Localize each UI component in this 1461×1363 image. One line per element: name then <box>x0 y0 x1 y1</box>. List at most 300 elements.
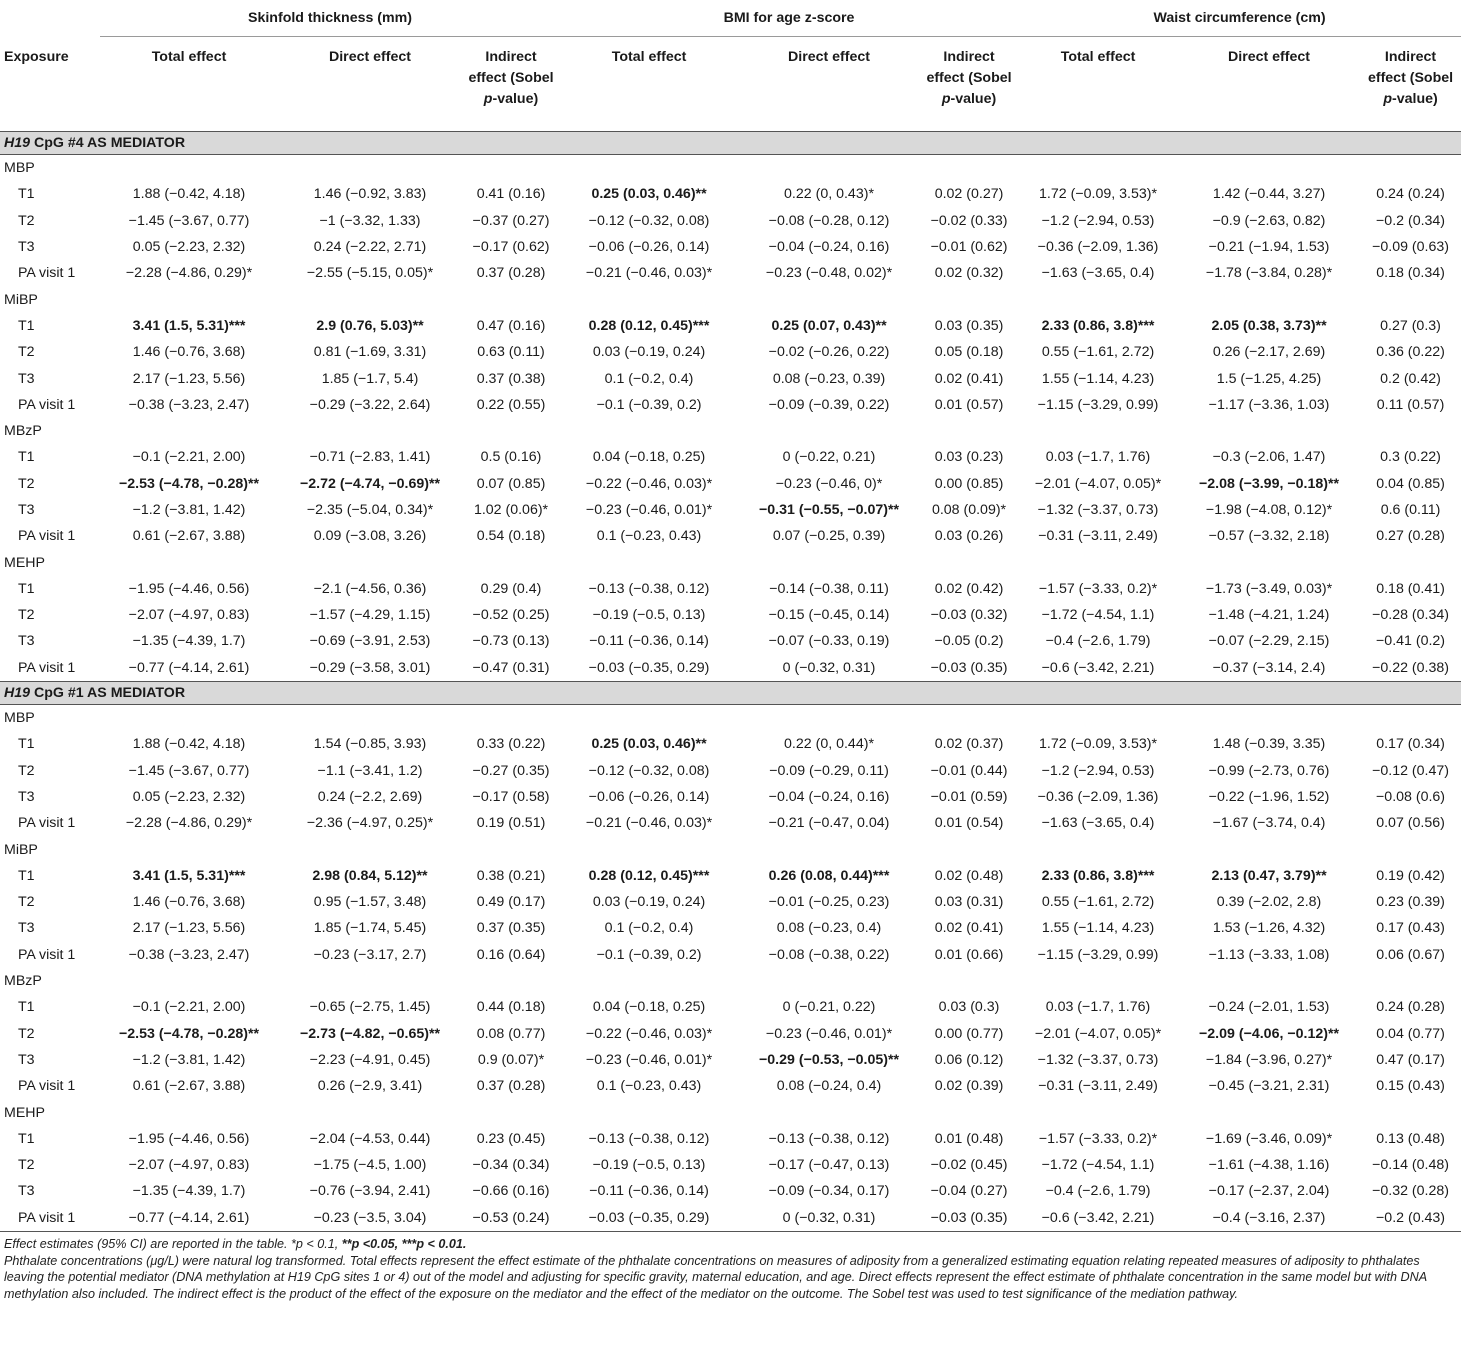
effect-cell: 0.05 (−2.23, 2.32) <box>132 239 246 256</box>
effect-cell: 0.18 (0.34) <box>1376 265 1445 282</box>
effect-cell: −0.37 (−3.14, 2.4) <box>1178 655 1360 682</box>
table-row <box>0 994 1461 1020</box>
effect-cell: −1.61 (−4.38, 1.16) <box>1208 1157 1330 1174</box>
effect-cell: 0.04 (0.85) <box>1376 475 1445 492</box>
effect-cell: −1.45 (−3.67, 0.77) <box>128 212 250 229</box>
effect-cell: 1.72 (−0.09, 3.53)* <box>1039 186 1157 203</box>
table-row <box>0 1205 1461 1232</box>
timepoint-label: T2 <box>18 475 35 492</box>
effect-cell: −0.03 (0.32) <box>930 607 1008 624</box>
effect-cell: 1.46 (−0.76, 3.68) <box>132 344 246 361</box>
effect-cell: 1.72 (−0.09, 3.53)* <box>1039 736 1157 753</box>
exposure-group-row <box>0 549 1461 575</box>
effect-cell: −0.08 (0.6) <box>1376 788 1446 805</box>
effect-cell: 0.47 (0.16) <box>476 317 546 334</box>
effect-cell: −0.34 (0.34) <box>472 1157 550 1174</box>
effect-cell: −0.13 (−0.38, 0.12) <box>768 1130 890 1147</box>
effect-cell: 0.47 (0.17) <box>1376 1051 1445 1068</box>
effect-cell: −0.76 (−3.94, 2.41) <box>309 1183 431 1200</box>
effect-cell: 0.16 (0.64) <box>476 946 546 963</box>
effect-cell: 0.11 (0.57) <box>1376 396 1445 413</box>
exposure-group-row <box>0 418 1461 444</box>
table-row <box>0 365 1461 391</box>
effect-cell: 0.03 (0.35) <box>934 317 1004 334</box>
effect-cell: −2.07 (−4.97, 0.83) <box>128 1157 250 1174</box>
effect-cell: −1.73 (−3.49, 0.03)* <box>1205 580 1333 597</box>
exposure-group-row <box>0 286 1461 312</box>
effect-cell: −0.23 (−0.46, 0.01)* <box>585 502 713 518</box>
effect-cell: 0.02 (0.37) <box>934 736 1004 753</box>
effect-cell: 0.37 (0.28) <box>476 265 546 282</box>
effect-cell: 0.61 (−2.67, 3.88) <box>132 528 246 545</box>
table-row <box>0 1047 1461 1073</box>
effect-cell: −0.23 (−0.46, 0)* <box>775 475 883 492</box>
effect-cell: 0.06 (0.67) <box>1376 946 1445 963</box>
effect-cell: 0.29 (0.4) <box>480 580 542 597</box>
effect-cell: −1.67 (−3.74, 0.4) <box>1212 815 1326 832</box>
effect-cell: −1.63 (−3.65, 0.4) <box>1041 815 1155 832</box>
effect-cell: −0.31 (−3.11, 2.49) <box>1038 1078 1158 1095</box>
effect-cell: 2.98 (0.84, 5.12)** <box>312 867 428 884</box>
table-row <box>0 784 1461 810</box>
effect-cell: −0.03 (0.35) <box>920 1205 1018 1232</box>
effect-cell: 0.03 (0.3) <box>938 999 1000 1016</box>
timepoint-label: PA visit 1 <box>18 265 76 282</box>
effect-cell: −0.77 (−4.14, 2.61) <box>100 655 278 682</box>
timepoint-label: T1 <box>18 867 35 884</box>
table-body <box>0 132 1461 1232</box>
timepoint-label: T1 <box>18 317 35 334</box>
effect-cell: 2.33 (0.86, 3.8)*** <box>1041 317 1155 334</box>
table-row <box>0 497 1461 523</box>
effect-cell: 0.38 (0.21) <box>476 867 546 884</box>
effect-cell: 0.04 (−0.18, 0.25) <box>592 449 706 466</box>
timepoint-label: T1 <box>18 736 35 753</box>
effect-cell: 1.48 (−0.39, 3.35) <box>1212 736 1326 753</box>
timepoint-label: PA visit 1 <box>0 1205 100 1232</box>
effect-cell: −2.23 (−4.91, 0.45) <box>309 1051 431 1068</box>
effect-cell: −0.29 (−3.22, 2.64) <box>309 396 431 413</box>
exposure-group-row <box>0 968 1461 994</box>
effect-cell: −0.9 (−2.63, 0.82) <box>1212 212 1326 229</box>
effect-cell: −2.53 (−4.78, −0.28)** <box>118 1025 259 1042</box>
effect-cell: 1.85 (−1.7, 5.4) <box>321 370 419 387</box>
effect-cell: 1.46 (−0.92, 3.83) <box>313 186 427 203</box>
effect-cell: 0.1 (−0.2, 0.4) <box>604 920 694 937</box>
total-effect-header: Total effect <box>611 49 687 65</box>
total-effect-header: Total effect <box>1060 49 1136 65</box>
effect-cell: 0.02 (0.39) <box>934 1078 1004 1095</box>
effect-cell: −2.01 (−4.07, 0.05)* <box>1034 1025 1162 1042</box>
effect-cell: 0.02 (0.41) <box>934 370 1004 387</box>
effect-cell: 0.1 (−0.2, 0.4) <box>604 370 694 387</box>
effect-cell: −0.77 (−4.14, 2.61) <box>100 1205 278 1232</box>
effect-cell: −0.02 (0.33) <box>930 212 1008 229</box>
effect-cell: −2.08 (−3.99, −0.18)** <box>1199 475 1340 492</box>
effect-cell: −0.09 (−0.29, 0.11) <box>769 762 889 779</box>
effect-cell: −0.08 (−0.38, 0.22) <box>768 946 890 963</box>
effect-cell: −0.36 (−2.09, 1.36) <box>1037 788 1159 805</box>
effect-cell: −1.75 (−4.5, 1.00) <box>313 1157 427 1174</box>
timepoint-label: T2 <box>18 607 35 624</box>
effect-cell: −0.01 (0.62) <box>930 239 1008 256</box>
effect-cell: 0.37 (0.35) <box>476 920 546 937</box>
effect-cell: 0.08 (0.77) <box>476 1025 546 1042</box>
effect-cell: −2.28 (−4.86, 0.29)* <box>125 815 253 832</box>
footnote-significance <box>4 1236 1459 1253</box>
effect-cell: −0.04 (−0.24, 0.16) <box>768 239 890 256</box>
effect-cell: 0.23 (0.45) <box>476 1130 546 1147</box>
table-row <box>0 392 1461 418</box>
effect-cell: −1.57 (−4.29, 1.15) <box>309 607 431 624</box>
effect-cell: −0.02 (−0.26, 0.22) <box>768 344 890 361</box>
timepoint-label: PA visit 1 <box>18 396 76 413</box>
effect-cell: −0.38 (−3.23, 2.47) <box>128 396 250 413</box>
timepoint-label: T2 <box>18 1157 35 1174</box>
effect-cell: −0.23 (−3.5, 3.04) <box>278 1205 462 1232</box>
table-row <box>0 915 1461 941</box>
effect-cell: −0.2 (0.43) <box>1360 1205 1461 1232</box>
mediator-section-title: H19 CpG #4 AS MEDIATOR <box>0 132 1461 155</box>
effect-cell: 0.08 (−0.24, 0.4) <box>776 1078 882 1095</box>
effect-cell: −0.23 (−3.17, 2.7) <box>313 946 427 963</box>
effect-cell: −1.2 (−2.94, 0.53) <box>1041 762 1155 779</box>
effect-cell: 0.49 (0.17) <box>476 894 546 911</box>
effect-cell: 0.24 (0.28) <box>1376 999 1445 1016</box>
effect-cell: 0.44 (0.18) <box>476 999 546 1016</box>
effect-cell: −0.32 (0.28) <box>1372 1183 1449 1200</box>
effect-cell: 1.88 (−0.42, 4.18) <box>132 186 246 203</box>
effect-cell: −0.71 (−2.83, 1.41) <box>309 449 431 466</box>
effect-cell: −0.57 (−3.32, 2.18) <box>1208 528 1330 545</box>
effect-cell: −0.29 (−0.53, −0.05)** <box>759 1051 900 1068</box>
table-row <box>0 889 1461 915</box>
table-row <box>0 523 1461 549</box>
effect-cell: −0.02 (0.45) <box>930 1157 1008 1174</box>
exposure-name: MEHP <box>4 1104 45 1121</box>
timepoint-label: T3 <box>18 633 35 650</box>
timepoint-label: T3 <box>18 1183 35 1200</box>
effect-cell: −0.14 (0.48) <box>1372 1157 1449 1174</box>
effect-cell: 0.05 (0.18) <box>934 344 1004 361</box>
timepoint-label: T3 <box>18 788 35 805</box>
effect-cell: −0.09 (0.63) <box>1372 239 1449 256</box>
effect-cell: −0.15 (−0.45, 0.14) <box>768 607 890 624</box>
effect-cell: 0.24 (−2.2, 2.69) <box>317 788 423 805</box>
effect-cell: −0.2 (0.34) <box>1376 212 1446 229</box>
sub-header-row <box>0 37 1461 132</box>
effect-cell: −2.1 (−4.56, 0.36) <box>313 580 427 597</box>
effect-cell: 0.03 (0.23) <box>934 449 1004 466</box>
table-row <box>0 1126 1461 1152</box>
effect-cell: −2.28 (−4.86, 0.29)* <box>125 265 253 282</box>
table-row <box>0 260 1461 286</box>
effect-cell: 0.00 (0.85) <box>934 475 1004 492</box>
effect-cell: −2.72 (−4.74, −0.69)** <box>299 475 440 492</box>
effect-cell: 1.46 (−0.76, 3.68) <box>132 894 246 911</box>
effect-cell: 1.5 (−1.25, 4.25) <box>1216 370 1322 387</box>
effect-cell: −0.04 (−0.24, 0.16) <box>768 788 890 805</box>
mediator-section-title: H19 CpG #1 AS MEDIATOR <box>0 681 1461 704</box>
effect-cell: 0.54 (0.18) <box>476 528 546 545</box>
effect-cell: −0.6 (−3.42, 2.21) <box>1018 655 1178 682</box>
effect-cell: −1.95 (−4.46, 0.56) <box>128 1130 250 1147</box>
effect-cell: −0.17 (−0.47, 0.13) <box>768 1157 890 1174</box>
effect-cell: −1.95 (−4.46, 0.56) <box>128 580 250 597</box>
effect-cell: 0.24 (−2.22, 2.71) <box>313 239 427 256</box>
effect-cell: −0.1 (−0.39, 0.2) <box>596 946 702 963</box>
exposure-name: MBzP <box>4 423 42 440</box>
effect-cell: −1.69 (−3.46, 0.09)* <box>1205 1130 1333 1147</box>
group-skinfold: Skinfold thickness (mm) <box>100 0 560 37</box>
table-row <box>0 655 1461 682</box>
exposure-header: Exposure <box>4 48 69 65</box>
exposure-name: MiBP <box>4 291 38 308</box>
exposure-name: MBP <box>4 710 35 727</box>
effect-cell: −0.22 (0.38) <box>1360 655 1461 682</box>
table-row <box>0 628 1461 654</box>
effect-cell: 2.13 (0.47, 3.79)** <box>1211 867 1327 884</box>
table-row <box>0 942 1461 968</box>
effect-cell: 0.28 (0.12, 0.45)*** <box>588 867 710 884</box>
timepoint-label: T2 <box>18 894 35 911</box>
effect-cell: 0.04 (−0.18, 0.25) <box>592 999 706 1016</box>
effect-cell: −0.03 (0.35) <box>920 655 1018 682</box>
group-header-spacer <box>0 0 100 37</box>
effect-cell: −2.07 (−4.97, 0.83) <box>128 607 250 624</box>
effect-cell: 0.03 (−0.19, 0.24) <box>592 894 706 911</box>
effect-cell: −1.63 (−3.65, 0.4) <box>1041 265 1155 282</box>
effect-cell: −0.07 (−0.33, 0.19) <box>768 633 890 650</box>
effect-cell: −1.45 (−3.67, 0.77) <box>128 762 250 779</box>
exposure-group-row <box>0 836 1461 862</box>
effect-cell: −0.4 (−2.6, 1.79) <box>1045 1183 1151 1200</box>
effect-cell: −0.09 (−0.39, 0.22) <box>768 396 890 413</box>
effect-cell: −0.22 (−0.46, 0.03)* <box>585 1025 713 1042</box>
table-row <box>0 863 1461 889</box>
effect-cell: 0.17 (0.43) <box>1376 920 1445 937</box>
effect-cell: 2.17 (−1.23, 5.56) <box>132 920 246 937</box>
indirect-effect-header: Indirect effect (Sobel p-value) <box>1367 49 1454 107</box>
effect-cell: −2.73 (−4.82, −0.65)** <box>299 1025 440 1042</box>
effect-cell: 0.23 (0.39) <box>1376 894 1445 911</box>
effect-cell: −0.28 (0.34) <box>1372 607 1449 624</box>
timepoint-label: PA visit 1 <box>18 815 76 832</box>
table-row <box>0 758 1461 784</box>
effect-cell: −0.38 (−3.23, 2.47) <box>128 946 250 963</box>
effect-cell: 1.55 (−1.14, 4.23) <box>1041 920 1155 937</box>
effect-cell: −0.01 (−0.25, 0.23) <box>768 894 890 911</box>
direct-effect-header: Direct effect <box>1228 49 1311 65</box>
effect-cell: 1.88 (−0.42, 4.18) <box>132 736 246 753</box>
effect-cell: 0.06 (0.12) <box>934 1051 1004 1068</box>
mediator-section-header <box>0 681 1461 704</box>
effect-cell: −2.55 (−5.15, 0.05)* <box>306 265 434 282</box>
table-row <box>0 1073 1461 1099</box>
effect-cell: −0.1 (−2.21, 2.00) <box>132 999 246 1016</box>
effect-cell: 0.26 (−2.9, 3.41) <box>317 1078 423 1095</box>
effect-cell: −1.2 (−3.81, 1.42) <box>132 1051 246 1068</box>
effect-cell: −0.03 (−0.35, 0.29) <box>560 655 738 682</box>
effect-cell: 2.17 (−1.23, 5.56) <box>132 370 246 387</box>
effect-cell: 0.6 (0.11) <box>1380 502 1441 518</box>
effect-cell: −0.73 (0.13) <box>472 633 550 650</box>
footnote-significance-a: Effect estimates (95% CI) are reported in the table. *p < 0.1, <box>4 1236 342 1251</box>
effect-cell: 0.81 (−1.69, 3.31) <box>313 344 427 361</box>
table-row <box>0 234 1461 260</box>
group-waist: Waist circumference (cm) <box>1018 0 1461 37</box>
effect-cell: 0.17 (0.34) <box>1376 736 1445 753</box>
exposure-name: MBP <box>4 160 35 177</box>
effect-cell: 0.18 (0.41) <box>1376 580 1445 597</box>
effect-cell: 0.27 (0.3) <box>1380 317 1441 334</box>
effect-cell: −0.23 (−0.46, 0.01)* <box>765 1025 893 1042</box>
group-header-row <box>0 0 1461 37</box>
effect-cell: 0.01 (0.54) <box>934 815 1004 832</box>
effect-cell: −0.12 (−0.32, 0.08) <box>588 762 710 779</box>
effect-cell: 3.41 (1.5, 5.31)*** <box>132 317 246 334</box>
effect-cell: 0.33 (0.22) <box>476 736 546 753</box>
effect-cell: −1.84 (−3.96, 0.27)* <box>1205 1051 1333 1068</box>
effect-cell: −1.2 (−2.94, 0.53) <box>1041 212 1155 229</box>
effect-cell: −0.66 (0.16) <box>472 1183 550 1200</box>
mediator-section-header <box>0 132 1461 155</box>
effect-cell: 0.28 (0.12, 0.45)*** <box>588 317 710 334</box>
effect-cell: 1.53 (−1.26, 4.32) <box>1212 920 1326 937</box>
effect-cell: −1.1 (−3.41, 1.2) <box>317 762 423 779</box>
effect-cell: −0.27 (0.35) <box>472 762 550 779</box>
effect-cell: 0.22 (0, 0.43)* <box>784 186 874 203</box>
timepoint-label: T2 <box>18 344 35 361</box>
timepoint-label: T2 <box>18 212 35 229</box>
effect-cell: 0.08 (0.09)* <box>931 502 1007 518</box>
effect-cell: −0.09 (−0.34, 0.17) <box>768 1183 890 1200</box>
timepoint-label: T1 <box>18 999 35 1016</box>
effect-cell: 2.33 (0.86, 3.8)*** <box>1041 867 1155 884</box>
effect-cell: −0.21 (−1.94, 1.53) <box>1208 239 1330 256</box>
effect-cell: 0.39 (−2.02, 2.8) <box>1216 894 1322 911</box>
effect-cell: 0.01 (0.57) <box>934 396 1004 413</box>
effect-cell: −0.14 (−0.38, 0.11) <box>769 580 889 597</box>
effect-cell: −0.99 (−2.73, 0.76) <box>1208 762 1330 779</box>
exposure-name: MBzP <box>4 973 42 990</box>
timepoint-label: T3 <box>18 239 35 256</box>
effect-cell: 0.08 (−0.23, 0.4) <box>776 920 882 937</box>
effect-cell: −1.32 (−3.37, 0.73) <box>1037 502 1159 518</box>
effect-cell: −0.21 (−0.46, 0.03)* <box>585 265 713 282</box>
timepoint-label: PA visit 1 <box>18 528 76 545</box>
effect-cell: −0.22 (−0.46, 0.03)* <box>585 475 713 492</box>
effect-cell: 0.22 (0.55) <box>476 396 546 413</box>
timepoint-label: T1 <box>18 580 35 597</box>
effect-cell: 0.08 (−0.23, 0.39) <box>772 370 886 387</box>
effect-cell: −0.41 (0.2) <box>1376 633 1446 650</box>
effect-cell: 0.22 (0, 0.44)* <box>784 736 874 753</box>
timepoint-label: T3 <box>18 1051 35 1068</box>
direct-effect-header: Direct effect <box>788 49 871 65</box>
effect-cell: 0.03 (−1.7, 1.76) <box>1045 999 1151 1016</box>
exposure-group-row <box>0 155 1461 182</box>
table-row <box>0 1152 1461 1178</box>
effect-cell: −0.01 (0.59) <box>930 788 1008 805</box>
effect-cell: −1.17 (−3.36, 1.03) <box>1208 396 1330 413</box>
effect-cell: −0.13 (−0.38, 0.12) <box>588 1130 710 1147</box>
effect-cell: 0.9 (0.07)* <box>477 1051 545 1068</box>
timepoint-label: T1 <box>18 449 35 466</box>
table-row <box>0 313 1461 339</box>
table-row <box>0 208 1461 234</box>
effect-cell: −0.1 (−0.39, 0.2) <box>596 396 702 413</box>
timepoint-label: T1 <box>18 186 35 203</box>
effect-cell: −0.22 (−1.96, 1.52) <box>1208 788 1330 805</box>
effect-cell: 0.13 (0.48) <box>1376 1130 1445 1147</box>
exposure-name: MEHP <box>4 554 45 571</box>
effect-cell: −0.4 (−3.16, 2.37) <box>1178 1205 1360 1232</box>
effect-cell: −0.17 (−2.37, 2.04) <box>1208 1183 1330 1200</box>
effect-cell: −0.1 (−2.21, 2.00) <box>132 449 246 466</box>
effect-cell: 0 (−0.32, 0.31) <box>738 655 920 682</box>
effect-cell: −1.35 (−4.39, 1.7) <box>132 633 246 650</box>
table-row <box>0 444 1461 470</box>
effect-cell: 0 (−0.22, 0.21) <box>782 449 876 466</box>
total-effect-header: Total effect <box>151 49 227 65</box>
effect-cell: 0.61 (−2.67, 3.88) <box>132 1078 246 1095</box>
effect-cell: 0.02 (0.27) <box>934 186 1004 203</box>
exposure-group-row <box>0 704 1461 731</box>
effect-cell: −0.37 (0.27) <box>472 212 550 229</box>
effect-cell: −0.21 (−0.46, 0.03)* <box>585 815 713 832</box>
effect-cell: 0.02 (0.42) <box>934 580 1004 597</box>
group-bmi: BMI for age z-score <box>560 0 1018 37</box>
effect-cell: 0.25 (0.07, 0.43)** <box>771 317 887 334</box>
effect-cell: 0.37 (0.28) <box>476 1078 546 1095</box>
table-row <box>0 1021 1461 1047</box>
effect-cell: 0.25 (0.03, 0.46)** <box>591 736 707 753</box>
effect-cell: −1.2 (−3.81, 1.42) <box>132 502 246 518</box>
footnote-significance-b: **p <0.05, ***p < 0.01. <box>341 1236 467 1251</box>
indirect-effect-header: Indirect effect (Sobel p-value) <box>468 49 554 107</box>
effect-cell: 0.41 (0.16) <box>476 186 546 203</box>
effect-cell: −0.01 (0.44) <box>930 762 1008 779</box>
effect-cell: −2.53 (−4.78, −0.28)** <box>118 475 259 492</box>
effect-cell: 0.03 (−1.7, 1.76) <box>1045 449 1151 466</box>
effect-cell: 0.63 (0.11) <box>477 344 545 361</box>
effect-cell: 0.37 (0.38) <box>476 370 546 387</box>
timepoint-label: PA visit 1 <box>18 946 76 963</box>
effect-cell: 0.01 (0.48) <box>934 1130 1004 1147</box>
effect-cell: 0.00 (0.77) <box>934 1025 1004 1042</box>
effect-cell: −2.09 (−4.06, −0.12)** <box>1199 1025 1340 1042</box>
effect-cell: 0.25 (0.03, 0.46)** <box>591 186 707 203</box>
effect-cell: −1.32 (−3.37, 0.73) <box>1037 1051 1159 1068</box>
effect-cell: −0.4 (−2.6, 1.79) <box>1045 633 1151 650</box>
effect-cell: −2.36 (−4.97, 0.25)* <box>306 815 434 832</box>
table-row <box>0 339 1461 365</box>
effect-cell: 2.9 (0.76, 5.03)** <box>316 317 424 334</box>
effect-cell: 0.03 (−0.19, 0.24) <box>592 344 706 361</box>
effect-cell: −0.6 (−3.42, 2.21) <box>1018 1205 1178 1232</box>
effect-cell: −1.13 (−3.33, 1.08) <box>1208 946 1330 963</box>
effect-cell: 0.07 (−0.25, 0.39) <box>772 528 886 545</box>
effect-cell: −0.23 (−0.46, 0.01)* <box>585 1051 713 1068</box>
effect-cell: 0 (−0.32, 0.31) <box>738 1205 920 1232</box>
effect-cell: −0.31 (−0.55, −0.07)** <box>759 502 900 518</box>
effect-cell: 0 (−0.21, 0.22) <box>782 999 876 1016</box>
timepoint-label: T2 <box>18 762 35 779</box>
table-footnotes <box>0 1232 1461 1303</box>
effect-cell: −0.29 (−3.58, 3.01) <box>278 655 462 682</box>
timepoint-label: PA visit 1 <box>0 655 100 682</box>
